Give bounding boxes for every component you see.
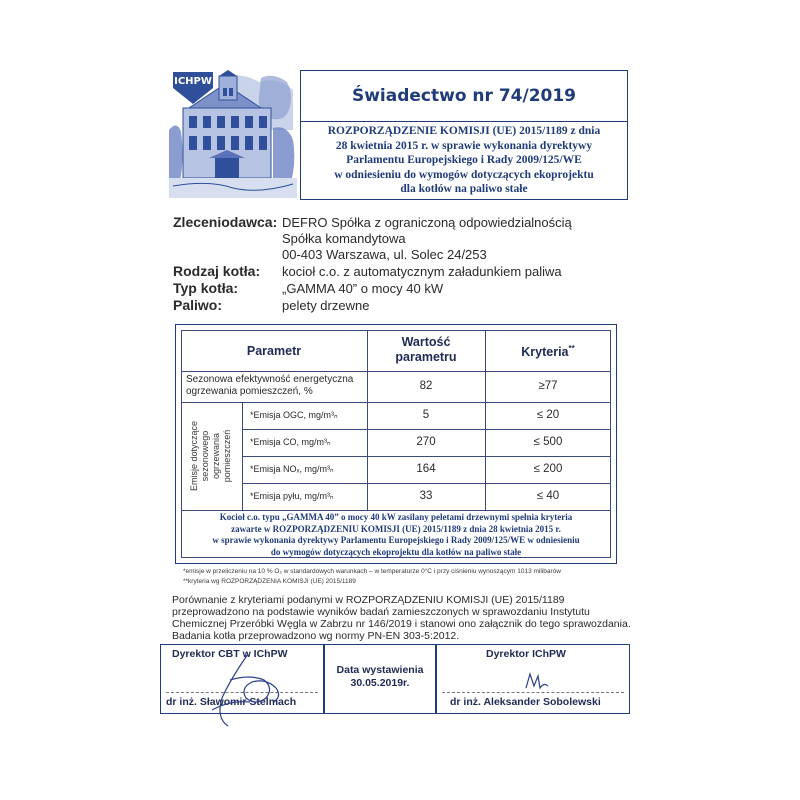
header-value-line: Wartość [401,335,451,349]
institute-logo [169,70,297,200]
emission-nox-label: *Emisja NOₓ, mg/m³ₙ [250,464,334,474]
emission-dust-criterion: ≤ 40 [536,490,560,502]
regulation-line: Parlamentu Europejskiego i Rady 2009/125/WE [346,154,582,167]
client-address: 00-403 Warszawa, ul. Solec 24/253 [282,247,487,262]
row-divider [181,510,611,511]
left-handwritten-signature [190,640,310,730]
boiler-kind-label: Rodzaj kotła: [173,263,261,279]
boiler-type-label: Typ kotła: [173,280,239,296]
summary-line: w sprawie wykonania dyrektywy Parlamentu Europejskiego i Rady 2009/125/WE w odniesieniu [212,535,580,545]
summary-line: Kocioł c.o. typu „GAMMA 40” o mocy 40 kW zasilany peletami drzewnymi spełnia kryteria [219,512,573,522]
emission-dust-label: *Emisja pyłu, mg/m³ₙ [250,491,334,501]
efficiency-value: 82 [419,380,433,392]
fuel-label: Paliwo: [173,297,223,313]
row-divider [242,483,611,484]
emission-nox-criterion: ≤ 200 [533,463,563,475]
emission-ogc-criterion: ≤ 20 [536,409,560,421]
regulation-box [300,122,628,200]
summary-line: do wymogów dotyczących ekoprojektu dla kotłów na paliwo stałe [270,546,522,557]
right-handwritten-signature [520,666,560,696]
header-value [367,335,485,365]
boiler-type-value: „GAMMA 40” o mocy 40 kW [282,281,444,296]
certificate-title-box [300,70,628,122]
footnote-criteria: **kryteria wg ROZPORZĄDZENIA KOMISJI (UE) 2015/1189 [183,578,356,585]
header-criteria-text: Kryteria [521,345,569,360]
regulation-line: ROZPORZĄDZENIE KOMISJI (UE) 2015/1189 z dnia [327,125,601,138]
right-signatory-title: Dyrektor IChPW [486,648,566,660]
paragraph-line: przeprowadzono na podstawie wyników badań zamieszczonych w sprawozdaniu Instytutu [172,606,590,618]
regulation-line: dla kotłów na paliwo stałe [400,183,528,196]
certificate-title: Świadectwo nr 74/2019 [351,86,577,106]
emission-ogc-value: 5 [422,409,430,421]
issue-date-value: 30.05.2019r. [350,677,410,689]
row-divider [242,456,611,457]
client-label: Zleceniodawca: [173,214,278,230]
paragraph-line: Badania kotła przeprowadzono wg normy PN-EN 303-5:2012. [172,630,460,642]
emission-co-value: 270 [416,436,436,448]
row-divider [181,371,611,372]
client-name: DEFRO Spółka z ograniczoną odpowiedzialnością [282,215,572,230]
group-label-line: sezonowego [200,430,211,482]
emission-ogc-label: *Emisja OGC, mg/m³ₙ [250,410,338,420]
fuel-value: pelety drzewne [282,298,370,313]
paragraph-line: Porównanie z kryteriami podanymi w ROZPORZĄDZENIU KOMISJI (UE) 2015/1189 [172,594,565,606]
issue-date-label: Data wystawienia [336,664,424,676]
efficiency-label-line: ogrzewania pomieszczeń, % [186,386,313,397]
group-label-line: pomieszczeń [222,429,233,483]
left-signatory-name: dr inż. Sławomir Stelmach [166,696,297,708]
paragraph-line: Chemicznej Przeróbki Węgla w Zabrzu nr 146/2019 i stanowi ono załącznik do tego sprawozdania. [172,618,631,630]
header-value-line: parametru [395,350,457,364]
group-label-line: Emisje dotyczące [189,420,200,492]
logo-monogram: ICHPW [174,76,212,87]
summary-line: zawarte w ROZPORZĄDZENIU KOMISJI (UE) 2015/1189 z dnia 28 kwietnia 2015 r. [231,523,561,534]
boiler-kind-value: kocioł c.o. z automatycznym załadunkiem paliwa [282,264,562,279]
left-signatory-title: Dyrektor CBT w IChPW [172,648,288,660]
footnote-emissions: *emisje w przeliczeniu na 10 % O₂ w standardowych warunkach – w temperaturze 0°C i przy ciśnieniu wynoszącym 1013 milibarów [183,568,561,575]
right-signatory-name: dr inż. Aleksander Sobolewski [450,696,601,708]
issue-date [324,664,436,690]
efficiency-label [186,374,353,398]
building-illustration-icon [169,70,297,200]
row-divider [181,402,611,403]
comparison-paragraph [172,594,631,642]
header-criteria-mark: ** [568,344,575,353]
group-label-line: ogrzewania [211,432,222,480]
efficiency-criterion: ≥77 [538,380,558,392]
emission-nox-value: 164 [416,463,436,475]
header-criteria [485,344,611,359]
header-parameter: Parametr [246,344,302,358]
emissions-group-label [190,421,234,491]
emissions-group-cell [181,402,242,510]
regulation-line: 28 kwietnia 2015 r. w sprawie wykonania dyrektywy [335,139,593,152]
emission-co-criterion: ≤ 500 [533,436,563,448]
emission-co-label: *Emisja CO, mg/m³ₙ [250,437,331,447]
client-form: Spółka komandytowa [282,231,406,246]
regulation-line: w odniesieniu do wymogów dotyczących ekoprojektu [334,168,594,181]
efficiency-label-line: Sezonowa efektywność energetyczna [186,374,354,385]
row-divider [242,429,611,430]
table-summary [181,512,611,558]
emission-dust-value: 33 [419,490,433,502]
